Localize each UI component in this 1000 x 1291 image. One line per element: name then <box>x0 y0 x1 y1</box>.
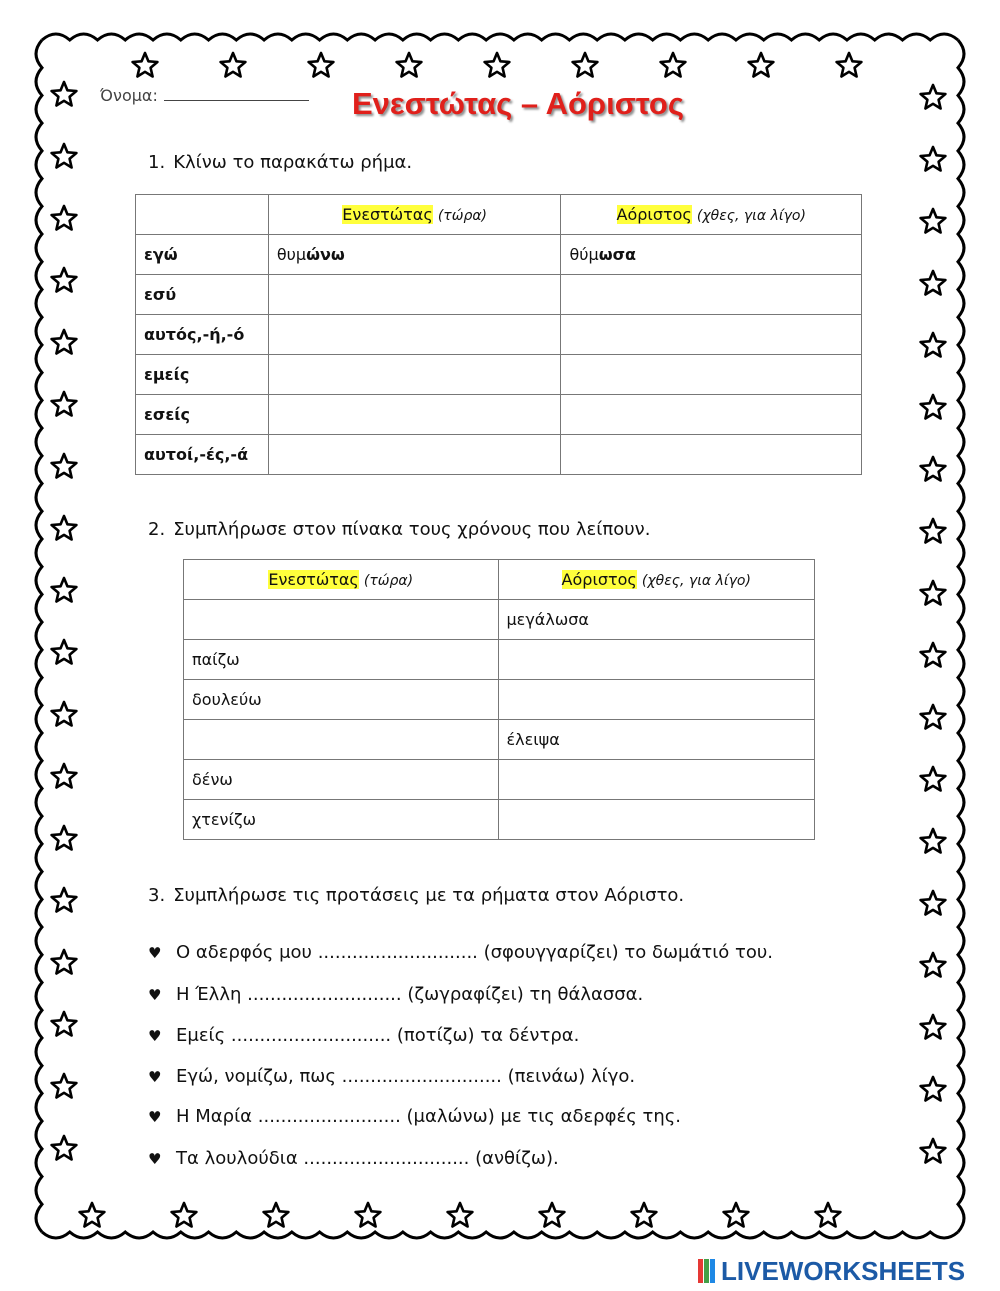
present-input-cell[interactable] <box>268 315 561 355</box>
present-input-cell[interactable] <box>184 600 499 640</box>
star-icon <box>52 392 77 416</box>
star-icon <box>921 705 946 729</box>
aorist-ending: ωσα <box>598 245 637 264</box>
section-2-heading-text: Συμπλήρωσε στον πίνακα τους χρόνους που λείπουν. <box>173 519 651 540</box>
pronoun-cell: αυτοί,-ές,-ά <box>136 435 269 475</box>
table-row <box>184 720 815 760</box>
star-icon <box>921 271 946 295</box>
present-cell: παίζω <box>184 640 499 680</box>
present-cell: δουλεύω <box>184 680 499 720</box>
section-3-number: 3. <box>148 885 166 906</box>
pronoun-cell: εγώ <box>136 235 269 275</box>
present-cell: χτενίζω <box>184 800 499 840</box>
present-cell: δένω <box>184 760 499 800</box>
aorist-input-cell[interactable] <box>561 435 862 475</box>
sentence-item[interactable] <box>148 1066 635 1087</box>
star-icon <box>52 1012 77 1036</box>
star-icon <box>221 53 246 77</box>
table-row <box>184 680 815 720</box>
star-icon <box>397 53 422 77</box>
aorist-cell: έλειψα <box>498 720 815 760</box>
aorist-input-cell[interactable] <box>498 680 815 720</box>
aorist-header-label: Αόριστος <box>616 205 692 224</box>
section-3-heading-text: Συμπλήρωσε τις προτάσεις με τα ρήματα στον Αόριστο. <box>173 885 685 906</box>
present-stem: θυμ <box>276 245 307 264</box>
scallop-border-edge <box>42 34 958 40</box>
table-row <box>136 315 862 355</box>
sentence-text: Τα λουλούδια ............................. (ανθίζω). <box>176 1148 559 1169</box>
sentence-text: Εγώ, νομίζω, πως ............................ (πεινάω) λίγο. <box>176 1066 636 1087</box>
conjugation-table <box>135 194 862 475</box>
star-icon <box>921 85 946 109</box>
aorist-input-cell[interactable] <box>561 315 862 355</box>
star-icon <box>309 53 334 77</box>
pronoun-cell: εσύ <box>136 275 269 315</box>
sentence-item[interactable] <box>148 1025 579 1046</box>
aorist-cell <box>561 235 862 275</box>
present-input-cell[interactable] <box>268 275 561 315</box>
star-icon <box>52 268 77 292</box>
table-header-row <box>136 195 862 235</box>
aorist-input-cell[interactable] <box>561 395 862 435</box>
star-icon <box>921 581 946 605</box>
present-header-note: (τώρα) <box>437 208 488 224</box>
aorist-stem: θύμ <box>569 245 599 264</box>
name-blank-line[interactable] <box>164 88 309 101</box>
star-icon <box>632 1203 657 1227</box>
present-header <box>184 560 499 600</box>
table-row <box>184 600 815 640</box>
heart-bullet-icon: ♥ <box>148 1027 162 1045</box>
table-row <box>184 640 815 680</box>
section-1-heading-text: Κλίνω το παρακάτω ρήμα. <box>173 152 413 173</box>
star-icon <box>52 1136 77 1160</box>
present-header-label: Ενεστώτας <box>342 205 433 224</box>
star-icon <box>52 82 77 106</box>
heart-bullet-icon: ♥ <box>148 1068 162 1086</box>
table-row <box>136 435 862 475</box>
star-icon <box>133 53 158 77</box>
table-row <box>184 800 815 840</box>
heart-bullet-icon: ♥ <box>148 944 162 962</box>
present-cell <box>268 235 561 275</box>
star-icon <box>356 1203 381 1227</box>
table-row <box>136 275 862 315</box>
star-icon <box>816 1203 841 1227</box>
aorist-header-note: (χθες, για λίγο) <box>641 573 751 589</box>
star-icon <box>52 144 77 168</box>
star-icon <box>448 1203 473 1227</box>
name-field <box>100 86 309 105</box>
star-icon <box>661 53 686 77</box>
aorist-header <box>498 560 815 600</box>
star-icon <box>52 330 77 354</box>
present-input-cell[interactable] <box>268 355 561 395</box>
star-icon <box>52 764 77 788</box>
aorist-input-cell[interactable] <box>498 800 815 840</box>
aorist-input-cell[interactable] <box>561 275 862 315</box>
table-row <box>136 355 862 395</box>
logo-text: LIVEWORKSHEETS <box>721 1256 966 1286</box>
star-icon <box>921 1015 946 1039</box>
table-header-row <box>184 560 815 600</box>
table-row <box>184 760 815 800</box>
table-row <box>136 235 862 275</box>
star-icon <box>540 1203 565 1227</box>
aorist-input-cell[interactable] <box>561 355 862 395</box>
star-icon <box>921 953 946 977</box>
star-icon <box>52 888 77 912</box>
sentence-text: Ο αδερφός μου ............................ (σφουγγαρίζει) το δωμάτιό του. <box>176 942 774 963</box>
star-icon <box>921 209 946 233</box>
sentence-item[interactable] <box>148 984 643 1005</box>
section-1-heading <box>148 152 412 173</box>
page-title: Ενεστώτας – Αόριστος <box>352 86 684 121</box>
present-ending: ώνω <box>306 245 345 264</box>
star-icon <box>921 643 946 667</box>
heart-bullet-icon: ♥ <box>148 1108 162 1126</box>
star-icon <box>52 950 77 974</box>
missing-tenses-table <box>183 559 815 840</box>
star-icon <box>52 516 77 540</box>
star-icon <box>52 578 77 602</box>
sentence-text: Εμείς ............................ (ποτίζω) τα δέντρα. <box>176 1025 580 1046</box>
heart-bullet-icon: ♥ <box>148 1150 162 1168</box>
star-icon <box>921 457 946 481</box>
star-icon <box>52 640 77 664</box>
section-1-number: 1. <box>148 152 166 173</box>
section-3-heading <box>148 885 684 906</box>
sentence-item[interactable] <box>148 942 773 963</box>
star-icon <box>52 206 77 230</box>
star-icon <box>837 53 862 77</box>
liveworksheets-logo <box>697 1256 965 1287</box>
star-icon <box>921 333 946 357</box>
star-icon <box>724 1203 749 1227</box>
star-icon <box>921 767 946 791</box>
aorist-header <box>561 195 862 235</box>
sentence-item[interactable] <box>148 1106 681 1127</box>
scallop-border-edge <box>958 40 964 1232</box>
star-icon <box>921 1077 946 1101</box>
star-icon <box>264 1203 289 1227</box>
section-2-number: 2. <box>148 519 166 540</box>
sentence-text: Η Μαρία ......................... (μαλώνω) με τις αδερφές της. <box>176 1106 682 1127</box>
name-label: Όνομα: <box>100 86 158 105</box>
star-icon <box>921 395 946 419</box>
star-icon <box>573 53 598 77</box>
liveworksheets-mark-icon <box>697 1258 717 1284</box>
star-icon <box>921 891 946 915</box>
table-row <box>136 395 862 435</box>
present-input-cell[interactable] <box>184 720 499 760</box>
present-header-note: (τώρα) <box>363 573 414 589</box>
aorist-cell: μεγάλωσα <box>498 600 815 640</box>
star-icon <box>921 519 946 543</box>
aorist-input-cell[interactable] <box>498 760 815 800</box>
star-icon <box>52 454 77 478</box>
pronoun-cell: εσείς <box>136 395 269 435</box>
pronoun-cell: εμείς <box>136 355 269 395</box>
star-icon <box>52 702 77 726</box>
aorist-input-cell[interactable] <box>498 640 815 680</box>
pronoun-cell: αυτός,-ή,-ό <box>136 315 269 355</box>
present-header-label: Ενεστώτας <box>268 570 359 589</box>
present-input-cell[interactable] <box>268 435 561 475</box>
blank-header-cell <box>136 195 269 235</box>
star-icon <box>80 1203 105 1227</box>
present-input-cell[interactable] <box>268 395 561 435</box>
star-icon <box>52 826 77 850</box>
aorist-header-label: Αόριστος <box>561 570 637 589</box>
star-icon <box>52 1074 77 1098</box>
star-icon <box>172 1203 197 1227</box>
star-icon <box>485 53 510 77</box>
sentence-text: Η Έλλη ........................... (ζωγραφίζει) τη θάλασσα. <box>176 984 644 1005</box>
star-icon <box>921 1139 946 1163</box>
aorist-header-note: (χθες, για λίγο) <box>696 208 806 224</box>
sentence-item[interactable] <box>148 1148 559 1169</box>
present-header <box>268 195 561 235</box>
star-icon <box>749 53 774 77</box>
star-icon <box>921 829 946 853</box>
scallop-border-edge <box>36 40 42 1232</box>
scallop-border-edge <box>42 1232 958 1238</box>
section-2-heading <box>148 519 650 540</box>
star-icon <box>921 147 946 171</box>
heart-bullet-icon: ♥ <box>148 986 162 1004</box>
